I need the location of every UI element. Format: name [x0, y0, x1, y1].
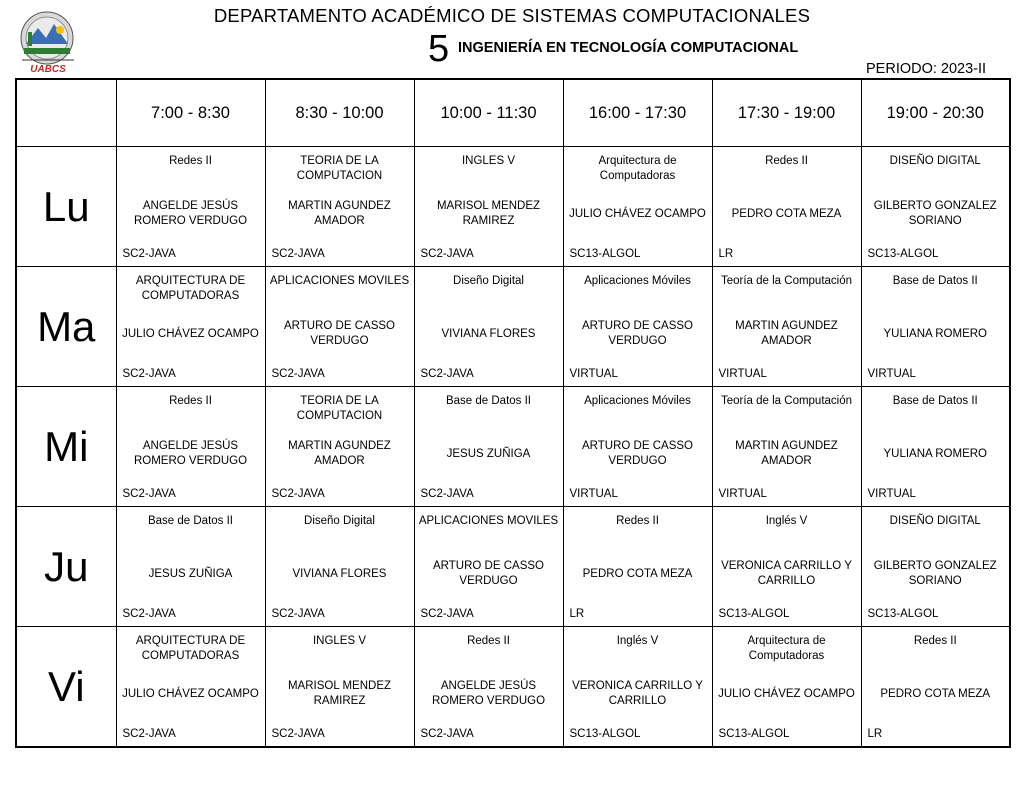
subject-name: Redes II — [616, 515, 659, 527]
room-label: VIRTUAL — [718, 368, 767, 380]
subject-name: TEORIA DE LA COMPUTACION — [296, 395, 383, 422]
professor-name: JULIO CHÁVEZ OCAMPO — [569, 207, 706, 220]
subject-name: APLICACIONES MOVILES — [269, 275, 410, 287]
subject-name: Redes II — [169, 395, 212, 407]
class-cell — [563, 387, 712, 507]
room-label: LR — [867, 728, 883, 740]
class-cell — [861, 627, 1010, 748]
professor-name: VERONICA CARRILLO Y CARRILLO — [572, 680, 703, 707]
class-cell — [414, 147, 563, 267]
period-label: PERIODO: 2023-II — [866, 61, 987, 77]
class-cell — [414, 267, 563, 387]
subject-name: INGLES V — [312, 635, 367, 647]
room-label: VIRTUAL — [569, 488, 618, 500]
subject-name: Base de Datos II — [445, 395, 532, 407]
room-label: SC2-JAVA — [271, 608, 325, 620]
professor-name: ANGELDE JESÚS ROMERO VERDUGO — [133, 440, 248, 467]
time-slot-header: 19:00 - 20:30 — [861, 79, 1010, 147]
class-cell — [116, 267, 265, 387]
class-cell — [265, 147, 414, 267]
day-row — [16, 627, 1010, 748]
class-cell — [563, 267, 712, 387]
room-label: VIRTUAL — [718, 488, 767, 500]
department-title: DEPARTAMENTO ACADÉMICO DE SISTEMAS COMPUTACIONALES — [213, 5, 811, 26]
room-label: SC2-JAVA — [420, 368, 474, 380]
room-label: SC2-JAVA — [271, 488, 325, 500]
professor-name: PEDRO COTA MEZA — [582, 567, 693, 580]
subject-name: DISEÑO DIGITAL — [889, 155, 981, 167]
professor-name: YULIANA ROMERO — [883, 447, 988, 460]
subject-name: Base de Datos II — [892, 275, 978, 287]
subject-name: Base de Datos II — [892, 395, 978, 407]
professor-name: JULIO CHÁVEZ OCAMPO — [718, 687, 855, 700]
time-slot-header: 10:00 - 11:30 — [414, 79, 563, 147]
class-cell — [414, 387, 563, 507]
day-row — [16, 147, 1010, 267]
class-cell — [265, 267, 414, 387]
class-cell — [116, 627, 265, 748]
professor-name: ARTURO DE CASSO VERDUGO — [582, 320, 693, 347]
time-slot-header: 7:00 - 8:30 — [116, 79, 265, 147]
room-label: VIRTUAL — [569, 368, 618, 380]
day-label: Vi — [16, 627, 116, 748]
room-label: SC2-JAVA — [420, 728, 474, 740]
class-cell — [861, 267, 1010, 387]
room-label: SC13-ALGOL — [867, 248, 939, 260]
room-label: SC2-JAVA — [122, 368, 176, 380]
professor-name: PEDRO COTA MEZA — [731, 207, 842, 220]
professor-name: VIVIANA FLORES — [292, 567, 387, 580]
class-cell — [116, 507, 265, 627]
day-row — [16, 267, 1010, 387]
subject-name: TEORIA DE LA COMPUTACION — [296, 155, 383, 182]
subject-name: Redes II — [169, 155, 212, 167]
professor-name: VIVIANA FLORES — [441, 327, 536, 340]
room-label: SC13-ALGOL — [718, 728, 790, 740]
professor-name: MARISOL MENDEZ RAMIREZ — [287, 680, 392, 707]
subject-name: Aplicaciones Móviles — [584, 275, 691, 287]
professor-name: ARTURO DE CASSO VERDUGO — [582, 440, 693, 467]
time-slot-header: 17:30 - 19:00 — [712, 79, 861, 147]
room-label: SC2-JAVA — [271, 368, 325, 380]
class-cell — [861, 507, 1010, 627]
professor-name: ARTURO DE CASSO VERDUGO — [433, 560, 544, 587]
professor-name: PEDRO COTA MEZA — [880, 687, 991, 700]
subject-name: Redes II — [467, 635, 510, 647]
professor-name: VERONICA CARRILLO Y CARRILLO — [721, 560, 852, 587]
professor-name: YULIANA ROMERO — [883, 327, 988, 340]
room-label: SC2-JAVA — [271, 728, 325, 740]
class-cell — [712, 627, 861, 748]
subject-name: Base de Datos II — [147, 515, 234, 527]
time-header-row — [16, 79, 1010, 147]
room-label: SC2-JAVA — [420, 248, 474, 260]
class-cell — [265, 387, 414, 507]
day-label: Mi — [16, 387, 116, 507]
room-label: SC13-ALGOL — [569, 728, 641, 740]
logo-text: UABCS — [30, 64, 66, 75]
class-cell — [265, 507, 414, 627]
subject-name: ARQUITECTURA DE COMPUTADORAS — [135, 275, 246, 302]
class-cell — [712, 507, 861, 627]
professor-name: MARTIN AGUNDEZ AMADOR — [288, 200, 391, 227]
class-cell — [712, 147, 861, 267]
semester-number: 5 — [428, 28, 450, 70]
class-cell — [563, 147, 712, 267]
day-row — [16, 387, 1010, 507]
room-label: SC2-JAVA — [122, 608, 176, 620]
subject-name: Diseño Digital — [304, 515, 375, 527]
day-label: Ma — [16, 267, 116, 387]
subject-name: DISEÑO DIGITAL — [889, 515, 981, 527]
day-row — [16, 507, 1010, 627]
day-label: Ju — [16, 507, 116, 627]
room-label: SC13-ALGOL — [569, 248, 641, 260]
room-label: SC13-ALGOL — [718, 608, 790, 620]
subject-name: Arquitectura de Computadoras — [747, 635, 826, 662]
room-label: SC2-JAVA — [420, 608, 474, 620]
professor-name: JULIO CHÁVEZ OCAMPO — [122, 327, 259, 340]
professor-name: MARTIN AGUNDEZ AMADOR — [735, 320, 838, 347]
class-cell — [712, 267, 861, 387]
class-cell — [563, 627, 712, 748]
subject-name: Diseño Digital — [453, 275, 524, 287]
class-cell — [116, 387, 265, 507]
time-slot-header: 16:00 - 17:30 — [563, 79, 712, 147]
professor-name: MARTIN AGUNDEZ AMADOR — [288, 440, 391, 467]
subject-name: Arquitectura de Computadoras — [598, 155, 677, 182]
professor-name: JULIO CHÁVEZ OCAMPO — [122, 687, 259, 700]
class-cell — [563, 507, 712, 627]
room-label: SC2-JAVA — [122, 248, 176, 260]
subject-name: Teoría de la Computación — [720, 275, 853, 287]
subject-name: Inglés V — [765, 515, 808, 527]
room-label: SC2-JAVA — [122, 728, 176, 740]
subject-name: APLICACIONES MOVILES — [418, 515, 559, 527]
class-cell — [712, 387, 861, 507]
schedule-table — [15, 78, 1011, 748]
professor-name: ARTURO DE CASSO VERDUGO — [284, 320, 395, 347]
subject-name: Aplicaciones Móviles — [584, 395, 691, 407]
class-cell — [861, 387, 1010, 507]
room-label: LR — [569, 608, 585, 620]
professor-name: ANGELDE JESÚS ROMERO VERDUGO — [133, 200, 248, 227]
class-cell — [414, 507, 563, 627]
subject-name: INGLES V — [461, 155, 516, 167]
room-label: LR — [718, 248, 734, 260]
time-slot-header: 8:30 - 10:00 — [265, 79, 414, 147]
corner-cell — [16, 79, 116, 147]
career-title: INGENIERÍA EN TECNOLOGÍA COMPUTACIONAL — [458, 40, 799, 56]
room-label: VIRTUAL — [867, 368, 916, 380]
class-cell — [265, 627, 414, 748]
subject-name: Redes II — [765, 155, 808, 167]
room-label: VIRTUAL — [867, 488, 916, 500]
subject-name: ARQUITECTURA DE COMPUTADORAS — [135, 635, 246, 662]
class-cell — [116, 147, 265, 267]
professor-name: GILBERTO GONZALEZ SORIANO — [873, 200, 997, 227]
professor-name: GILBERTO GONZALEZ SORIANO — [873, 560, 997, 587]
professor-name: MARISOL MENDEZ RAMIREZ — [436, 200, 541, 227]
day-label: Lu — [16, 147, 116, 267]
class-cell — [861, 147, 1010, 267]
subject-name: Inglés V — [616, 635, 659, 647]
room-label: SC2-JAVA — [122, 488, 176, 500]
room-label: SC2-JAVA — [271, 248, 325, 260]
room-label: SC13-ALGOL — [867, 608, 939, 620]
professor-name: JESUS ZUÑIGA — [446, 447, 531, 460]
subject-name: Teoría de la Computación — [720, 395, 853, 407]
professor-name: ANGELDE JESÚS ROMERO VERDUGO — [431, 680, 546, 707]
professor-name: JESUS ZUÑIGA — [148, 567, 233, 580]
room-label: SC2-JAVA — [420, 488, 474, 500]
class-cell — [414, 627, 563, 748]
professor-name: MARTIN AGUNDEZ AMADOR — [735, 440, 838, 467]
subject-name: Redes II — [913, 635, 957, 647]
